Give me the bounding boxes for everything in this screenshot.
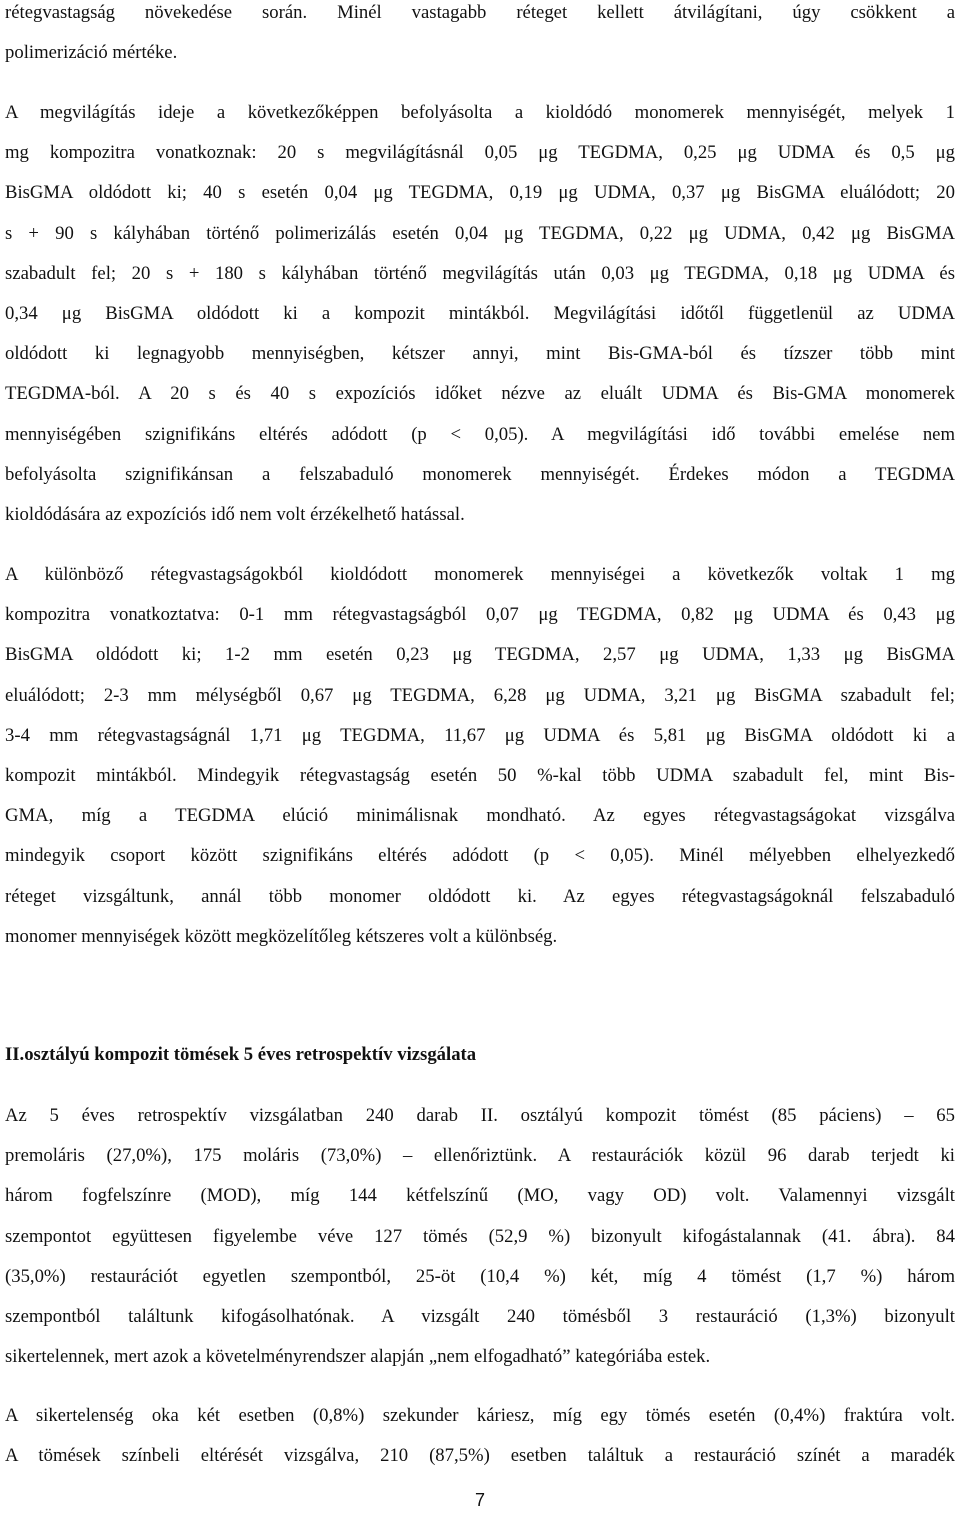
text-line: kioldódására az expozíciós idő nem volt érzékelhető hatással.	[5, 503, 465, 525]
text-line: A tömések színbeli eltérését vizsgálva, 210 (87,5%) esetben találtuk a restauráció színét a maradék	[5, 1445, 955, 1467]
text-line: s + 90 s kályhában történő polimerizálás esetén 0,04 μg TEGDMA, 0,22 μg UDMA, 0,42 μg BisGMA	[5, 222, 955, 244]
text-line: szempontot együttesen figyelembe véve 127 tömés (52,9 %) bizonyult kifogástalannak (41. ábra). 84	[5, 1225, 955, 1247]
paragraph-failure-reasons	[5, 1396, 955, 1476]
page-number: 7	[474, 1490, 485, 1510]
text-line: befolyásolta szignifikánsan a felszabaduló monomerek mennyiségét. Érdekes módon a TEGDMA	[5, 463, 955, 485]
text-line: Az 5 éves retrospektív vizsgálatban 240 darab II. osztályú kompozit tömést (85 páciens) – 65	[5, 1105, 955, 1126]
text-line: eluálódott; 2-3 mm mélységből 0,67 μg TEGDMA, 6,28 μg UDMA, 3,21 μg BisGMA szabadult fel;	[5, 684, 955, 706]
text-line: réteget vizsgáltunk, annál több monomer oldódott ki. Az egyes rétegvastagságoknál felszabaduló	[5, 885, 955, 907]
text-line: polimerizáció mértéke.	[5, 42, 178, 64]
text-line: 0,34 μg BisGMA oldódott ki a kompozit mintákból. Megvilágítási időtől függetlenül az UDMA	[5, 302, 955, 324]
paragraph-layer-thickness	[5, 555, 955, 957]
text-line: szabadult fel; 20 s + 180 s kályhában történő megvilágítás után 0,03 μg TEGDMA, 0,18 μg UDMA és	[5, 262, 955, 284]
text-line: (35,0%) restaurációt egyetlen szempontból, 25-öt (10,4 %) két, míg 4 tömést (1,7 %) három	[5, 1265, 955, 1287]
section-heading: II.osztályú kompozit tömések 5 éves retrospektív vizsgálata	[5, 1044, 477, 1065]
text-line: A sikertelenség oka két esetben (0,8%) szekunder káriesz, míg egy tömés esetén (0,4%) fraktúra volt.	[5, 1405, 955, 1426]
text-line: kompozit mintákból. Mindegyik rétegvastagság esetén 50 %-kal több UDMA szabadult fel, mint Bis-	[5, 764, 955, 786]
text-line: premoláris (27,0%), 175 moláris (73,0%) – ellenőriztünk. A restaurációk közül 96 darab terjedt ki	[5, 1145, 955, 1167]
text-line: sikertelennek, mert azok a követelményrendszer alapján „nem elfogadható” kategóriába estek.	[5, 1346, 711, 1368]
text-line: A megvilágítás ideje a következőképpen befolyásolta a kioldódó monomerek mennyiségét, melyek 1	[5, 102, 955, 123]
text-line: mennyiségében szignifikáns eltérés adódott (p < 0,05). A megvilágítási idő további emelése nem	[5, 423, 955, 445]
text-line: három fogfelszínre (MOD), míg 144 kétfelszínű (MO, vagy OD) volt. Valamennyi vizsgált	[5, 1185, 955, 1207]
text-line: BisGMA oldódott ki; 1-2 mm esetén 0,23 μg TEGDMA, 2,57 μg UDMA, 1,33 μg BisGMA	[5, 644, 955, 666]
text-line: oldódott ki legnagyobb mennyiségben, kétszer annyi, mint Bis-GMA-ból és tízszer több mint	[5, 343, 955, 365]
text-line: A különböző rétegvastagságokból kioldódott monomerek mennyiségei a következők voltak 1 mg	[5, 564, 955, 585]
text-line: szempontból találtunk kifogásolhatónak. A vizsgált 240 tömésből 3 restauráció (1,3%) bizonyult	[5, 1305, 955, 1327]
text-line: BisGMA oldódott ki; 40 s esetén 0,04 μg TEGDMA, 0,19 μg UDMA, 0,37 μg BisGMA eluálódott; 20	[5, 182, 955, 204]
text-line: TEGDMA-ból. A 20 s és 40 s expozíciós időket nézve az eluált UDMA és Bis-GMA monomerek	[5, 383, 955, 405]
text-line: mindegyik csoport között szignifikáns eltérés adódott (p < 0,05). Minél mélyebben elhelyezkedő	[5, 845, 955, 867]
paragraph-retrospective-study	[5, 1096, 955, 1377]
text-line: kompozitra vonatkoztatva: 0-1 mm rétegvastagságból 0,07 μg TEGDMA, 0,82 μg UDMA és 0,43 μg	[5, 604, 955, 626]
paragraph-illumination-time	[5, 93, 955, 535]
paragraph-polymerization	[5, 0, 955, 73]
text-line: GMA, míg a TEGDMA elúció minimálisnak mondható. Az egyes rétegvastagságokat vizsgálva	[5, 805, 955, 827]
text-line: rétegvastagság növekedése során. Minél vastagabb réteget kellett átvilágítani, úgy csökkent a	[5, 2, 955, 23]
text-line: monomer mennyiségek között megközelítőleg kétszeres volt a különbség.	[5, 925, 558, 947]
text-line: mg kompozitra vonatkoznak: 20 s megvilágításnál 0,05 μg TEGDMA, 0,25 μg UDMA és 0,5 μg	[5, 142, 955, 164]
text-line: 3-4 mm rétegvastagságnál 1,71 μg TEGDMA, 11,67 μg UDMA és 5,81 μg BisGMA oldódott ki a	[5, 724, 955, 746]
